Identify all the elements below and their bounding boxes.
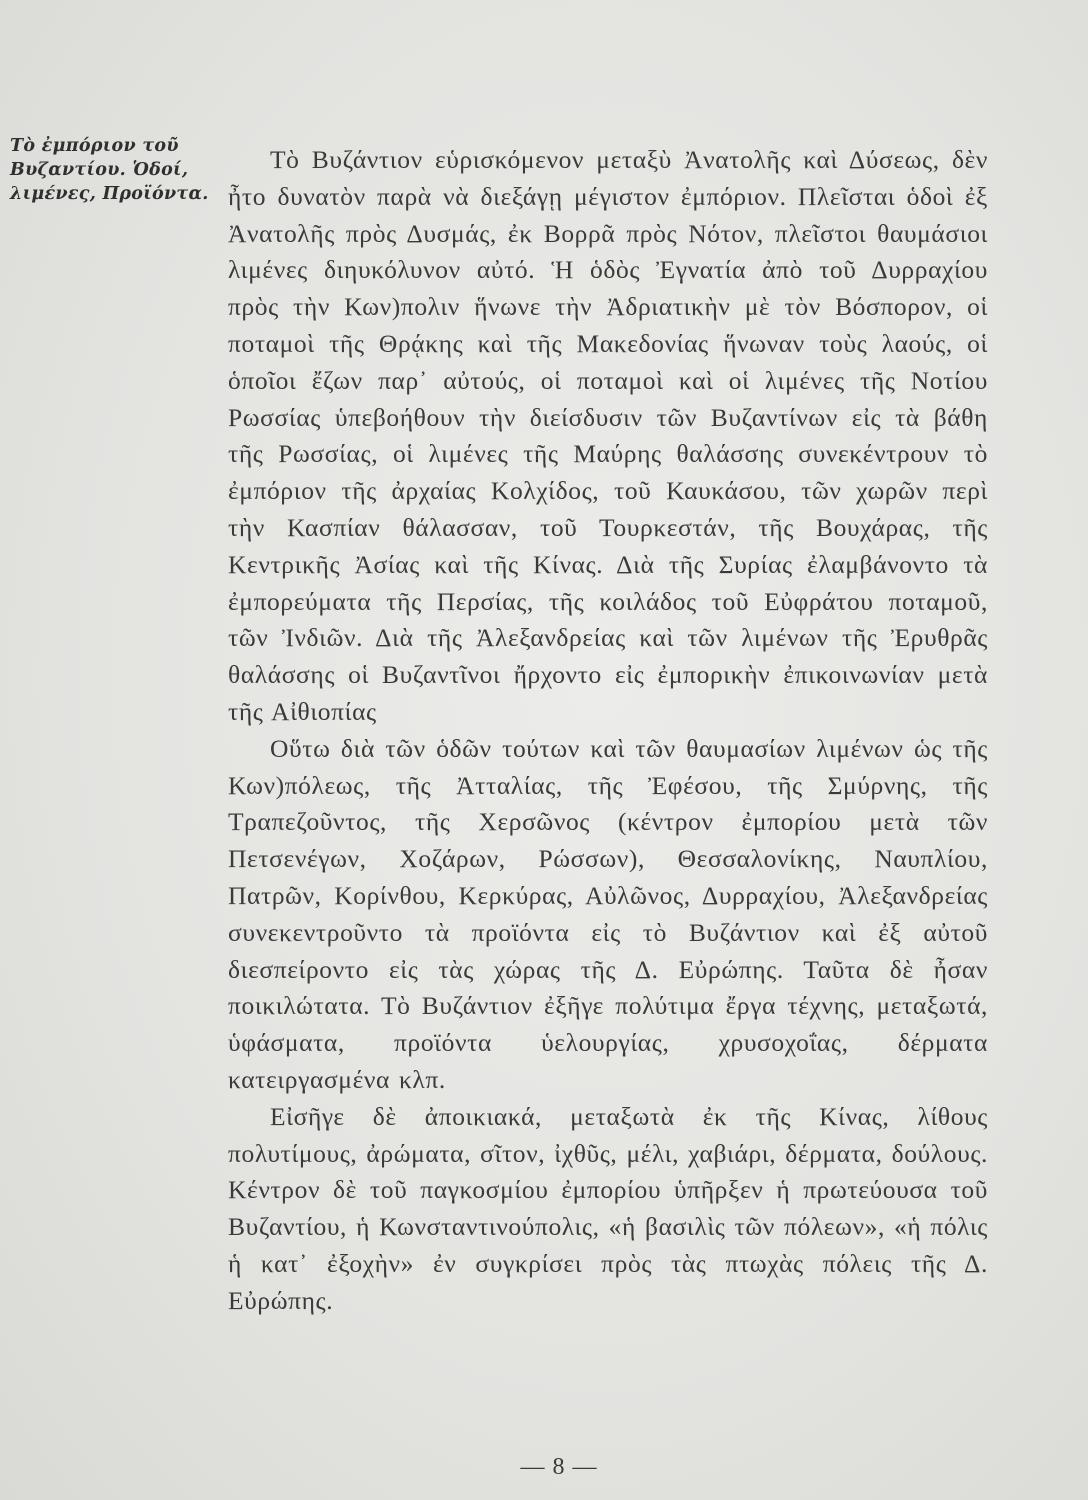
margin-note-line: Τὸ ἐμπόριον τοῦ [10, 136, 179, 156]
body-text [228, 142, 988, 1320]
margin-note [10, 134, 225, 206]
paragraph: Οὕτω διὰ τῶν ὁδῶν τούτων καὶ τῶν θαυμασίων λιμένων ὡς τῆς Κων)πόλεως, τῆς Ἀτταλίας, τῆς Ἐφέσου, τῆς Σμύρνης, τῆς Τραπεζοῦντος, τῆς Χερσῶνος (κέντρον ἐμπορίου μετὰ τῶν Πετσενέγων, Χοζάρων, Ρώσσων), Θεσσαλονίκης, Ναυπλίου, Πατρῶν, Κορίνθου, Κερκύρας, Αὐλῶνος, Δυρραχίου, Ἀλεξανδρείας συνεκεντροῦντο τὰ προϊόντα εἰς τὸ Βυζάντιον καὶ ἐξ αὐτοῦ διεσπείροντο εἰς τὰς χώρας τῆς Δ. Εὐρώπης. Ταῦτα δὲ ἦσαν ποικιλώτατα. Τὸ Βυζάντιον ἐξῆγε πολύτιμα ἔργα τέχνης, μεταξωτά, ὑφάσματα, προϊόντα ὑελουργίας, χρυσοχοΐας, δέρματα κατειργασμένα κλπ. [228, 733, 988, 1094]
paragraph: Τὸ Βυζάντιον εὑρισκόμενον μεταξὺ Ἀνατολῆς καὶ Δύσεως, δὲν ἦτο δυνατὸν παρὰ νὰ διεξάγῃ μέγιστον ἐμπόριον. Πλεῖσται ὁδοὶ ἐξ Ἀνατολῆς πρὸς Δυσμάς, ἐκ Βορρᾶ πρὸς Νότον, πλεῖστοι θαυμάσιοι λιμένες διηυκόλυνον αὐτό. Ἡ ὁδὸς Ἐγνατία ἀπὸ τοῦ Δυρραχίου πρὸς τὴν Κων)πολιν ἥνωνε τὴν Ἀδριατικὴν μὲ τὸν Βόσπορον, οἱ ποταμοὶ τῆς Θρᾴκης καὶ τῆς Μακεδονίας ἥνωναν τοὺς λαούς, οἱ ὁποῖοι ἔζων παρ᾽ αὐτούς, οἱ ποταμοὶ καὶ οἱ λιμένες τῆς Νοτίου Ρωσσίας ὑπεβοήθουν τὴν διείσδυσιν τῶν Βυζαντίνων εἰς τὰ βάθη τῆς Ρωσσίας, οἱ λιμένες τῆς Μαύρης θαλάσσης συνεκέντρουν τὸ ἐμπόριον τῆς ἀρχαίας Κολχίδος, τοῦ Καυκάσου, τῶν χωρῶν περὶ τὴν Κασπίαν θάλασσαν, τοῦ Τουρκεστάν, τῆς Βουχάρας, τῆς Κεντρικῆς Ἀσίας καὶ τῆς Κίνας. Διὰ τῆς Συρίας ἐλαμβάνοντο τὰ ἐμπορεύματα τῆς Περσίας, τῆς κοιλάδος τοῦ Εὐφράτου ποταμοῦ, τῶν Ἰνδιῶν. Διὰ τῆς Ἀλεξανδρείας καὶ τῶν λιμένων τῆς Ἐρυθρᾶς θαλάσσης οἱ Βυζαντῖνοι ἤρχοντο εἰς ἐμπορικὴν ἐπικοινωνίαν μετὰ τῆς Αἰθιοπίας [228, 145, 988, 726]
margin-note-line: Βυζαντίου. Ὁδοί, [10, 160, 189, 180]
page-number: — 8 — [520, 1454, 598, 1480]
margin-note-line: λιμένες, Προϊόντα. [10, 184, 209, 204]
paragraph: Εἰσῆγε δὲ ἀποικιακά, μεταξωτὰ ἐκ τῆς Κίνας, λίθους πολυτίμους, ἀρώματα, σῖτον, ἰχθῦς, μέλι, χαβιάρι, δέρματα, δούλους. Κέντρον δὲ τοῦ παγκοσμίου ἐμπορίου ὑπῆρξεν ἡ πρωτεύουσα τοῦ Βυζαντίου, ἡ Κωνσταντινούπολις, «ἡ βασιλὶς τῶν πόλεων», «ἡ πόλις ἡ κατ᾽ ἐξοχὴν» ἐν συγκρίσει πρὸς τὰς πτωχὰς πόλεις τῆς Δ. Εὐρώπης. [228, 1101, 988, 1315]
